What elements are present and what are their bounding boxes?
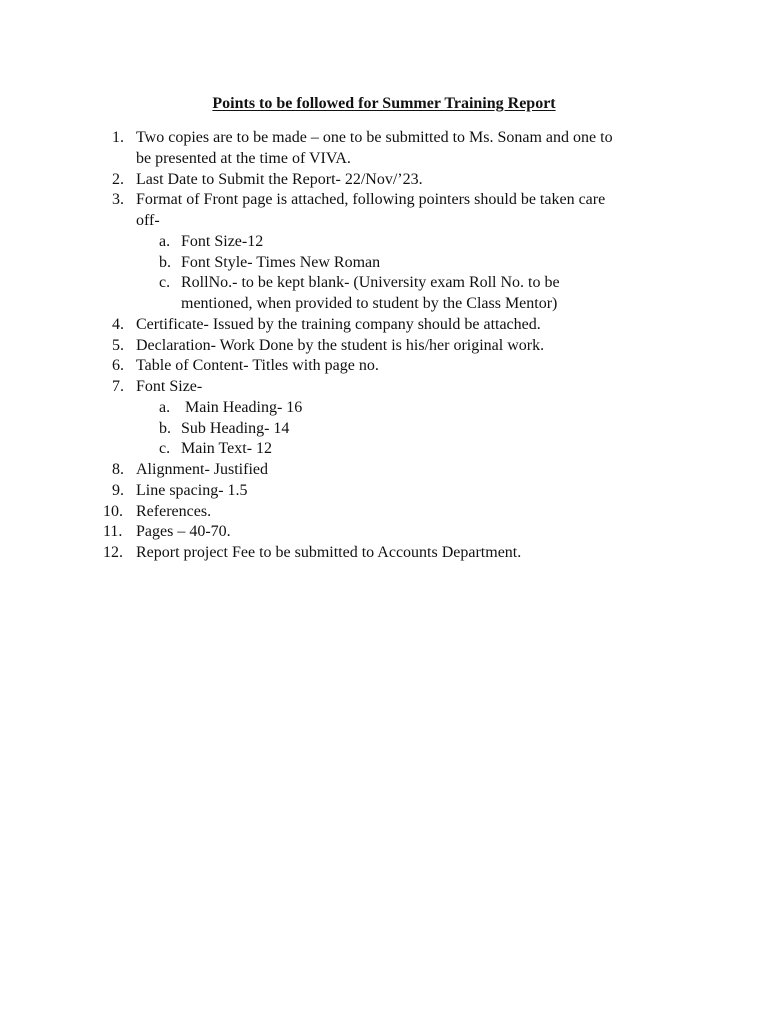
- list-item: [0, 315, 768, 336]
- item-number: 9.: [112, 481, 124, 499]
- sub-item-letter: a.: [159, 398, 171, 416]
- sub-item-letter: b.: [159, 419, 171, 437]
- item-number: 2.: [112, 170, 124, 188]
- item-text: off-: [136, 212, 160, 229]
- list-item: [0, 128, 768, 149]
- item-number: 5.: [112, 336, 124, 354]
- sub-item-text: Font Style- Times New Roman: [181, 253, 381, 271]
- item-number: 6.: [112, 357, 124, 375]
- item-text: Certificate- Issued by the training company should be attached.: [136, 315, 541, 333]
- sub-list-item: [0, 439, 768, 460]
- sub-item-letter: a.: [159, 232, 171, 250]
- item-text: Font Size-: [136, 378, 203, 395]
- sub-list-item: [0, 253, 768, 274]
- sub-list-item: [0, 419, 768, 440]
- sub-item-text: Main Heading- 16: [181, 398, 303, 416]
- item-text: References.: [136, 502, 212, 520]
- document-title: Points to be followed for Summer Training Report: [212, 95, 556, 112]
- item-text: Pages – 40-70.: [136, 523, 231, 541]
- list-item: [0, 377, 768, 398]
- item-text: Declaration- Work Done by the student is his/her original work.: [136, 336, 545, 354]
- sub-list-item: [0, 273, 768, 294]
- item-number: 12.: [103, 544, 123, 561]
- item-text: be presented at the time of VIVA.: [136, 149, 351, 167]
- list-item: [0, 356, 768, 377]
- item-number: 1.: [112, 129, 124, 146]
- item-text: Two copies are to be made – one to be submitted to Ms. Sonam and one to: [136, 129, 613, 146]
- list-item: [0, 522, 768, 543]
- item-number: 7.: [112, 378, 124, 395]
- item-text: Alignment- Justified: [136, 461, 268, 478]
- list-item: [0, 502, 768, 523]
- item-number: 3.: [112, 191, 124, 209]
- list-item: [0, 460, 768, 481]
- list-item: [0, 543, 768, 564]
- instruction-list: [0, 128, 768, 564]
- item-text: Report project Fee to be submitted to Accounts Department.: [136, 544, 522, 561]
- list-item: [0, 336, 768, 357]
- sub-item-text: RollNo.- to be kept blank- (University exam Roll No. to be: [181, 274, 560, 292]
- item-text: Last Date to Submit the Report- 22/Nov/’23.: [136, 170, 423, 188]
- sub-list-item: [0, 232, 768, 253]
- item-text: Format of Front page is attached, following pointers should be taken care: [136, 191, 606, 209]
- sub-item-text: mentioned, when provided to student by the Class Mentor): [181, 295, 558, 312]
- item-number: 8.: [112, 461, 124, 478]
- list-item: [0, 170, 768, 191]
- sub-item-text: Sub Heading- 14: [181, 419, 290, 437]
- list-item-continuation: [0, 211, 768, 232]
- item-number: 10.: [103, 502, 123, 520]
- sub-item-text: Main Text- 12: [181, 440, 273, 458]
- list-item-continuation: [0, 149, 768, 170]
- sub-list-item-continuation: [0, 294, 768, 315]
- list-item: [0, 190, 768, 211]
- item-number: 4.: [112, 315, 124, 333]
- sub-item-letter: b.: [159, 253, 171, 271]
- list-item: [0, 481, 768, 502]
- sub-item-text: Font Size-12: [181, 232, 264, 250]
- item-text: Line spacing- 1.5: [136, 481, 248, 499]
- item-text: Table of Content- Titles with page no.: [136, 357, 379, 375]
- sub-item-letter: c.: [159, 440, 171, 458]
- sub-list-item: [0, 398, 768, 419]
- item-number: 11.: [103, 523, 123, 541]
- sub-item-letter: c.: [159, 274, 171, 292]
